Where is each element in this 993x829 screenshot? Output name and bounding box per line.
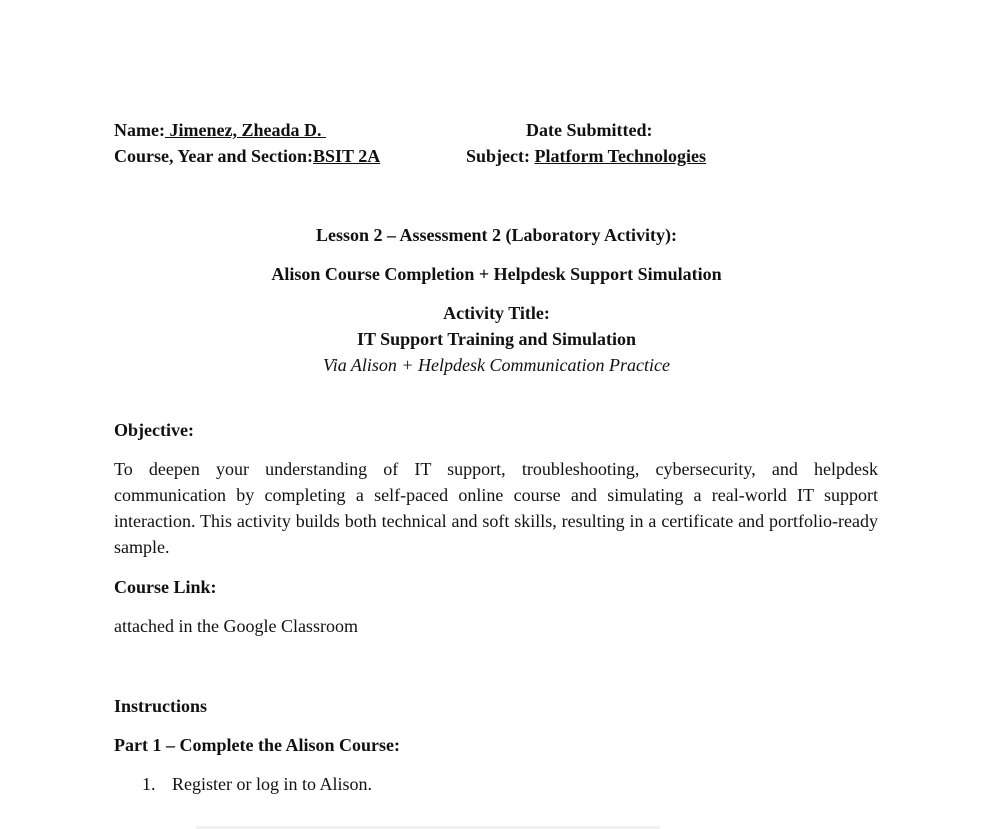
date-submitted-label: Date Submitted: (526, 120, 653, 140)
course-link-heading: Course Link: (114, 577, 217, 597)
list-item-number: 1. (142, 774, 156, 794)
instructions-heading: Instructions (114, 696, 208, 716)
lesson-title: Lesson 2 – Assessment 2 (Laboratory Activity): (316, 225, 677, 245)
course-section-value: BSIT 2A (313, 146, 381, 166)
name-label: Name: (114, 120, 165, 140)
subject-value: Platform Technologies (534, 146, 706, 166)
subject-label: Subject: (466, 146, 530, 166)
list-item-text: Register or log in to Alison. (172, 774, 372, 794)
activity-title-label: Activity Title: (443, 303, 550, 323)
name-field (114, 119, 326, 141)
course-section-field (114, 145, 380, 167)
objective-heading: Objective: (114, 420, 194, 440)
subject-field (466, 145, 706, 167)
course-link-text: attached in the Google Classroom (114, 616, 358, 636)
part1-heading: Part 1 – Complete the Alison Course: (114, 735, 400, 755)
objective-text: To deepen your understanding of IT support, troubleshooting, cybersecurity, and helpdesk communication by completing a self-paced online course and simulating a real-world IT support interaction. This activity builds both technical and soft skills, resulting in a certificate and portfolio-ready sample. (114, 459, 878, 557)
activity-subtitle: Via Alison + Helpdesk Communication Practice (323, 355, 670, 375)
main-title: Alison Course Completion + Helpdesk Support Simulation (271, 264, 722, 284)
course-section-label: Course, Year and Section: (114, 146, 313, 166)
list-item (142, 773, 372, 795)
name-value: Jimenez, Zheada D. (164, 120, 326, 140)
date-submitted-field (526, 119, 653, 141)
activity-title-name: IT Support Training and Simulation (356, 329, 637, 349)
